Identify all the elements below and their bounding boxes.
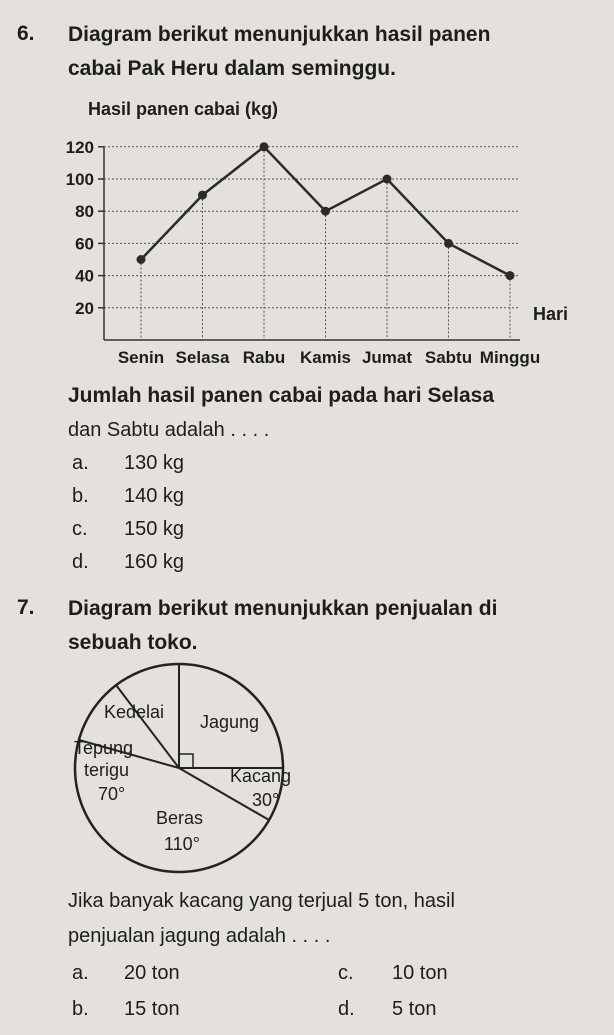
- q7-option-d-letter: d.: [338, 998, 355, 1020]
- q6-intro-line2: cabai Pak Heru dalam seminggu.: [68, 57, 396, 80]
- y-tick-label: 100: [65, 170, 94, 189]
- y-tick-label: 20: [75, 298, 94, 318]
- pie-label-jagung: Jagung: [200, 712, 260, 732]
- data-point-selasa: [198, 191, 207, 200]
- q6-option-b-letter: b.: [72, 485, 89, 507]
- x-tick-label-rabu: Rabu: [242, 348, 286, 367]
- sales-pie-chart: [60, 660, 300, 880]
- data-point-jumat: [383, 175, 392, 184]
- q6-option-a-letter: a.: [72, 452, 89, 474]
- q6-option-d-letter: d.: [72, 551, 89, 573]
- q7-option-c-letter: c.: [338, 962, 354, 984]
- y-tick-label: 120: [65, 137, 94, 157]
- x-tick-label-sabtu: Sabtu: [424, 348, 473, 367]
- q6-number: 6.: [17, 22, 35, 45]
- data-point-rabu: [260, 142, 269, 151]
- pie-angle-beras: 110°: [164, 834, 200, 854]
- q6-question-line2: dan Sabtu adalah . . . .: [68, 419, 270, 441]
- harvest-line-chart: [0, 85, 614, 385]
- q7-question-line2: penjualan jagung adalah . . . .: [68, 925, 331, 947]
- pie-label-beras: Beras: [156, 808, 204, 828]
- y-tick-label: 40: [75, 266, 94, 286]
- q7-question-line1: Jika banyak kacang yang terjual 5 ton, hasil: [68, 890, 455, 912]
- pie-angle-tepung: 70°: [98, 784, 126, 804]
- right-angle-marker: [179, 754, 193, 768]
- data-point-minggu: [506, 271, 515, 280]
- q6-option-a-text[interactable]: 130 kg: [124, 452, 185, 474]
- x-tick-label-minggu: Minggu: [479, 348, 541, 367]
- q7-option-b-letter: b.: [72, 998, 89, 1020]
- q7-option-b-text[interactable]: 15 ton: [124, 998, 180, 1020]
- pie-label-kedelai: Kedelai: [104, 702, 165, 722]
- x-tick-label-kamis: Kamis: [299, 348, 352, 367]
- data-point-sabtu: [444, 239, 453, 248]
- x-tick-label-senin: Senin: [117, 348, 165, 367]
- q7-option-a-text[interactable]: 20 ton: [124, 962, 180, 984]
- q6-option-d-text[interactable]: 160 kg: [124, 551, 185, 573]
- q7-number: 7.: [17, 596, 35, 619]
- q7-option-a-letter: a.: [72, 962, 89, 984]
- q7-intro-line1: Diagram berikut menunjukkan penjualan di: [68, 597, 498, 620]
- q7-option-c-text[interactable]: 10 ton: [392, 962, 448, 984]
- data-point-senin: [137, 255, 146, 264]
- x-tick-label-jumat: Jumat: [361, 348, 413, 367]
- x-tick-label-selasa: Selasa: [175, 348, 230, 367]
- data-point-kamis: [321, 207, 330, 216]
- pie-label-tepung-line2: terigu: [84, 760, 130, 780]
- q6-question-line1: Jumlah hasil panen cabai pada hari Selasa: [68, 384, 495, 407]
- pie-label-tepung-line1: Tepung: [74, 738, 134, 758]
- q6-option-c-text[interactable]: 150 kg: [124, 518, 185, 540]
- y-tick-label: 80: [75, 202, 94, 222]
- y-tick-label: 60: [75, 234, 94, 254]
- q7-intro-line2: sebuah toko.: [68, 631, 198, 654]
- chart-title: Hasil panen cabai (kg): [88, 99, 279, 119]
- pie-label-kacang: Kacang: [230, 766, 292, 786]
- q6-option-b-text[interactable]: 140 kg: [124, 485, 185, 507]
- q6-option-c-letter: c.: [72, 518, 88, 540]
- q6-intro-line1: Diagram berikut menunjukkan hasil panen: [68, 23, 491, 46]
- q7-option-d-text[interactable]: 5 ton: [392, 998, 437, 1020]
- pie-angle-kacang: 30°: [252, 790, 280, 810]
- x-axis-label: Hari: [533, 304, 569, 324]
